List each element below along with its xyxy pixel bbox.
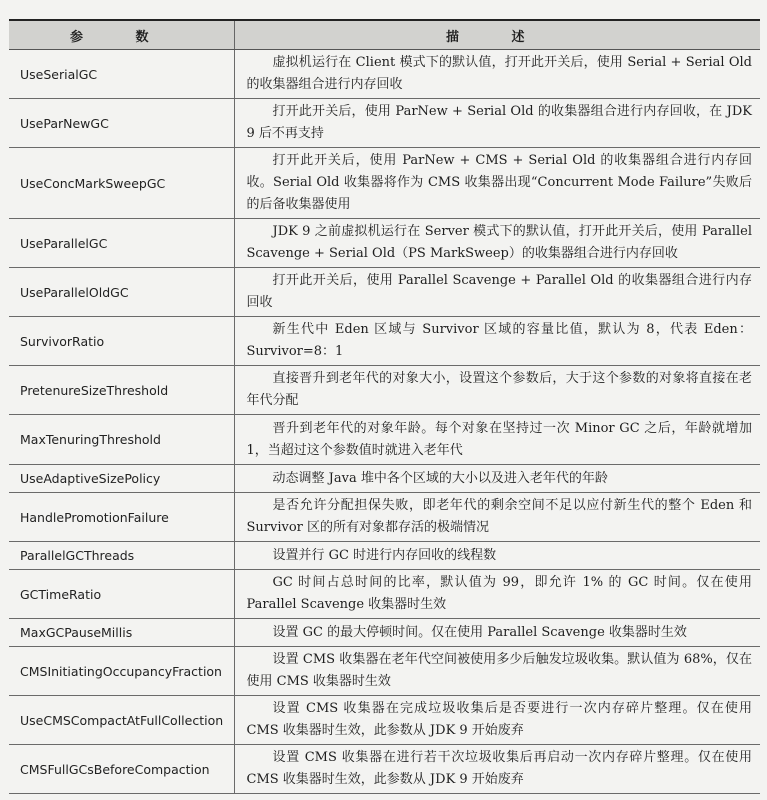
param-name: CMSInitiatingOccupancyFraction bbox=[9, 647, 234, 696]
table-row bbox=[9, 99, 760, 148]
param-desc: JDK 9 之前虚拟机运行在 Server 模式下的默认值，打开此开关后，使用 Parallel Scavenge + Serial Old（PS MarkSweep）的收集器组合进行内存回收 bbox=[234, 219, 760, 268]
param-name: UseParNewGC bbox=[9, 99, 234, 148]
param-name: MaxTenuringThreshold bbox=[9, 415, 234, 465]
table-row bbox=[9, 268, 760, 317]
table-row bbox=[9, 570, 760, 619]
param-name: MaxGCPauseMillis bbox=[9, 619, 234, 647]
table-row bbox=[9, 493, 760, 542]
param-desc: 新生代中 Eden 区域与 Survivor 区域的容量比值，默认为 8，代表 Eden：Survivor=8：1 bbox=[234, 317, 760, 366]
param-desc: 设置 CMS 收集器在进行若干次垃圾收集后再启动一次内存碎片整理。仅在使用 CMS 收集器时生效，此参数从 JDK 9 开始废弃 bbox=[234, 745, 760, 794]
param-desc: 设置 CMS 收集器在完成垃圾收集后是否要进行一次内存碎片整理。仅在使用 CMS 收集器时生效，此参数从 JDK 9 开始废弃 bbox=[234, 696, 760, 745]
header-desc: 描 述 bbox=[234, 20, 760, 50]
param-name: HandlePromotionFailure bbox=[9, 493, 234, 542]
param-name: UseSerialGC bbox=[9, 50, 234, 99]
table-row bbox=[9, 542, 760, 570]
param-desc: GC 时间占总时间的比率，默认值为 99，即允许 1% 的 GC 时间。仅在使用 Parallel Scavenge 收集器时生效 bbox=[234, 570, 760, 619]
param-desc: 设置并行 GC 时进行内存回收的线程数 bbox=[234, 542, 760, 570]
table-row bbox=[9, 696, 760, 745]
param-name: UseParallelGC bbox=[9, 219, 234, 268]
param-desc: 动态调整 Java 堆中各个区域的大小以及进入老年代的年龄 bbox=[234, 465, 760, 493]
param-desc: 设置 GC 的最大停顿时间。仅在使用 Parallel Scavenge 收集器时生效 bbox=[234, 619, 760, 647]
param-name: PretenureSizeThreshold bbox=[9, 366, 234, 415]
table-row bbox=[9, 465, 760, 493]
table-row bbox=[9, 415, 760, 465]
gc-parameter-table bbox=[9, 19, 760, 794]
param-name: ParallelGCThreads bbox=[9, 542, 234, 570]
param-desc: 打开此开关后，使用 ParNew + Serial Old 的收集器组合进行内存回收，在 JDK 9 后不再支持 bbox=[234, 99, 760, 148]
table-header-row bbox=[9, 20, 760, 50]
table-row bbox=[9, 366, 760, 415]
param-name: GCTimeRatio bbox=[9, 570, 234, 619]
param-desc: 打开此开关后，使用 Parallel Scavenge + Parallel Old 的收集器组合进行内存回收 bbox=[234, 268, 760, 317]
param-desc: 晋升到老年代的对象年龄。每个对象在坚持过一次 Minor GC 之后，年龄就增加 1，当超过这个参数值时就进入老年代 bbox=[234, 415, 760, 465]
param-name: CMSFullGCsBeforeCompaction bbox=[9, 745, 234, 794]
param-desc: 直接晋升到老年代的对象大小，设置这个参数后，大于这个参数的对象将直接在老年代分配 bbox=[234, 366, 760, 415]
param-name: UseCMSCompactAtFullCollection bbox=[9, 696, 234, 745]
param-desc: 设置 CMS 收集器在老年代空间被使用多少后触发垃圾收集。默认值为 68%，仅在使用 CMS 收集器时生效 bbox=[234, 647, 760, 696]
param-name: UseConcMarkSweepGC bbox=[9, 148, 234, 219]
table-row bbox=[9, 619, 760, 647]
header-param: 参 数 bbox=[9, 20, 234, 50]
param-desc: 打开此开关后，使用 ParNew + CMS + Serial Old 的收集器组合进行内存回收。Serial Old 收集器将作为 CMS 收集器出现“Concurrent Mode Failure”失败后的后备收集器使用 bbox=[234, 148, 760, 219]
table-row bbox=[9, 647, 760, 696]
table-row bbox=[9, 148, 760, 219]
param-name: UseAdaptiveSizePolicy bbox=[9, 465, 234, 493]
parameter-table-page bbox=[9, 19, 760, 794]
table-row bbox=[9, 50, 760, 99]
table-row bbox=[9, 219, 760, 268]
param-name: SurvivorRatio bbox=[9, 317, 234, 366]
table-row bbox=[9, 317, 760, 366]
param-desc: 虚拟机运行在 Client 模式下的默认值，打开此开关后，使用 Serial + Serial Old 的收集器组合进行内存回收 bbox=[234, 50, 760, 99]
table-row bbox=[9, 745, 760, 794]
param-desc: 是否允许分配担保失败，即老年代的剩余空间不足以应付新生代的整个 Eden 和 Survivor 区的所有对象都存活的极端情况 bbox=[234, 493, 760, 542]
param-name: UseParallelOldGC bbox=[9, 268, 234, 317]
